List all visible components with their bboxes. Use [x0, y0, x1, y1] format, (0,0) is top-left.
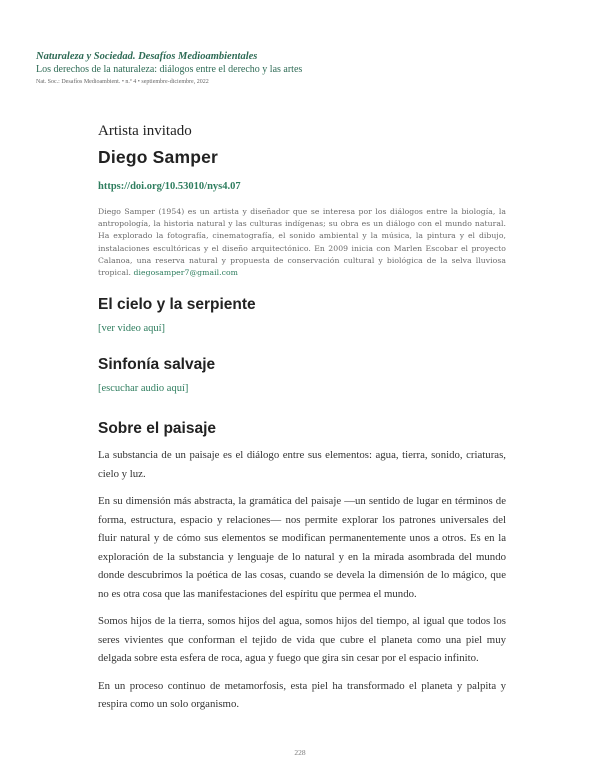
- author-bio: [98, 206, 506, 279]
- paragraph: Somos hijos de la tierra, somos hijos del agua, somos hijos del tiempo, al igual que todos los seres vivientes que conforman el tejido de vida que cubre el planeta como una piel muy delgada sobre esta esfera de roca, agua y fuego que gira sin cesar por el espacio infinito.: [98, 615, 506, 665]
- video-link[interactable]: [ver video aquí]: [98, 323, 166, 335]
- heading-sinfonia: Sinfonía salvaje: [98, 356, 216, 374]
- audio-link[interactable]: [escuchar audio aquí]: [98, 383, 189, 395]
- heading-cielo: El cielo y la serpiente: [98, 296, 256, 314]
- author-email-link[interactable]: diegosamper7@gmail.com: [133, 268, 239, 278]
- journal-title: Naturaleza y Sociedad. Desafíos Medioambientales: [36, 51, 258, 62]
- running-head: [36, 50, 566, 87]
- paragraph: En su dimensión más abstracta, la gramática del paisaje —un sentido de lugar en términos de forma, estructura, espacio y relaciones— nos permite explorar los patrones universales del fluir natural y de cómo sus elementos se modifican permanentemente unos a otros. Es en la exploración de la substancia y lenguaje de lo natural y en la mirada asombrada del mundo donde descubrimos la poética de las cosas, cuando se devela la dimensión de lo mágico, que no es otra cosa que las manifestaciones del espíritu que permea el mundo.: [98, 495, 506, 600]
- section-label: Artista invitado: [98, 123, 192, 139]
- author-bio-text: Diego Samper (1954) es un artista y diseñador que se interesa por los diálogos entre la biología, la antropología, la historia natural y las culturas indígenas; su obra es un diálogo con el mundo natural. Ha explorado la fotografía, cinematografía, el sonido ambiental y la música, la pintura y el dibujo, instalaciones escultóricas y el diseño arquitectónico. En 2009 inicia con Marlen Escobar el proyecto Calanoa, una reserva natural y propuesta de conservación cultural y biológica de la selva lluviosa tropical.: [98, 207, 506, 278]
- article-body: [98, 122, 506, 714]
- paragraph: En un proceso continuo de metamorfosis, esta piel ha transformado el planeta y palpita y respira como un solo organismo.: [98, 679, 506, 711]
- doi-link[interactable]: https://doi.org/10.53010/nys4.07: [98, 181, 241, 192]
- heading-sobre-el-paisaje: Sobre el paisaje: [98, 420, 217, 438]
- author-name: Diego Samper: [98, 147, 219, 167]
- paragraph: La substancia de un paisaje es el diálogo entre sus elementos: agua, tierra, sonido, criaturas, cielo y luz.: [98, 449, 506, 480]
- page-number: 228: [294, 748, 306, 757]
- journal-citation: Nat. Soc.: Desafíos Medioambient. • n.º 4 • septiembre-diciembre, 2022: [36, 79, 209, 85]
- journal-subtitle: Los derechos de la naturaleza: diálogos entre el derecho y las artes: [36, 64, 303, 75]
